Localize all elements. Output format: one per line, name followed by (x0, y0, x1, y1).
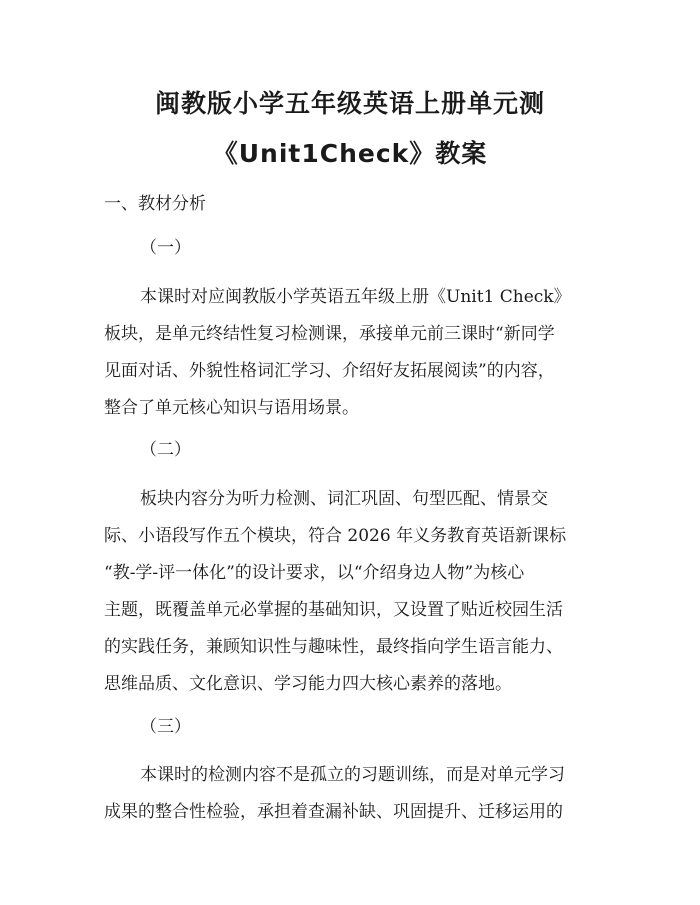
document-title-line-1: 闽教版小学五年级英语上册单元测 (154, 89, 545, 118)
paragraph-3-line-2: 成果的整合性检验，承担着查漏补缺、巩固提升、迁移运用的 (104, 802, 563, 822)
paragraph-1-line-1: 本课时对应闽教版小学英语五年级上册《Unit1 Check》 (140, 287, 571, 307)
paragraph-3-line-1: 本课时的检测内容不是孤立的习题训练，而是对单元学习 (140, 765, 565, 785)
paragraph-2-line-2: 际、小语段写作五个模块，符合 2026 年义务教育英语新课标 (104, 526, 567, 546)
subsection-heading-1: （一） (140, 238, 191, 258)
paragraph-2-line-6: 思维品质、文化意识、学习能力四大核心素养的落地。 (104, 674, 512, 694)
paragraph-1-line-4: 整合了单元核心知识与语用场景。 (104, 398, 359, 418)
subsection-heading-2: （二） (140, 440, 191, 460)
section-heading-textbook-analysis: 一、教材分析 (104, 194, 206, 214)
paragraph-1-line-3: 见面对话、外貌性格词汇学习、介绍好友拓展阅读”的内容， (104, 361, 555, 381)
document-title-line-2: 《Unit1Check》教案 (212, 139, 488, 168)
paragraph-2-line-5: 的实践任务，兼顾知识性与趣味性，最终指向学生语言能力、 (104, 637, 563, 657)
paragraph-2-line-1: 板块内容分为听力检测、词汇巩固、句型匹配、情景交 (140, 489, 548, 509)
paragraph-2-line-3: “教-学-评一体化”的设计要求，以“介绍身边人物”为核心 (104, 563, 525, 583)
subsection-heading-3: （三） (140, 717, 191, 737)
paragraph-1-line-2: 板块，是单元终结性复习检测课，承接单元前三课时“新同学 (104, 324, 555, 344)
paragraph-2-line-4: 主题，既覆盖单元必掌握的基础知识，又设置了贴近校园生活 (104, 600, 563, 620)
